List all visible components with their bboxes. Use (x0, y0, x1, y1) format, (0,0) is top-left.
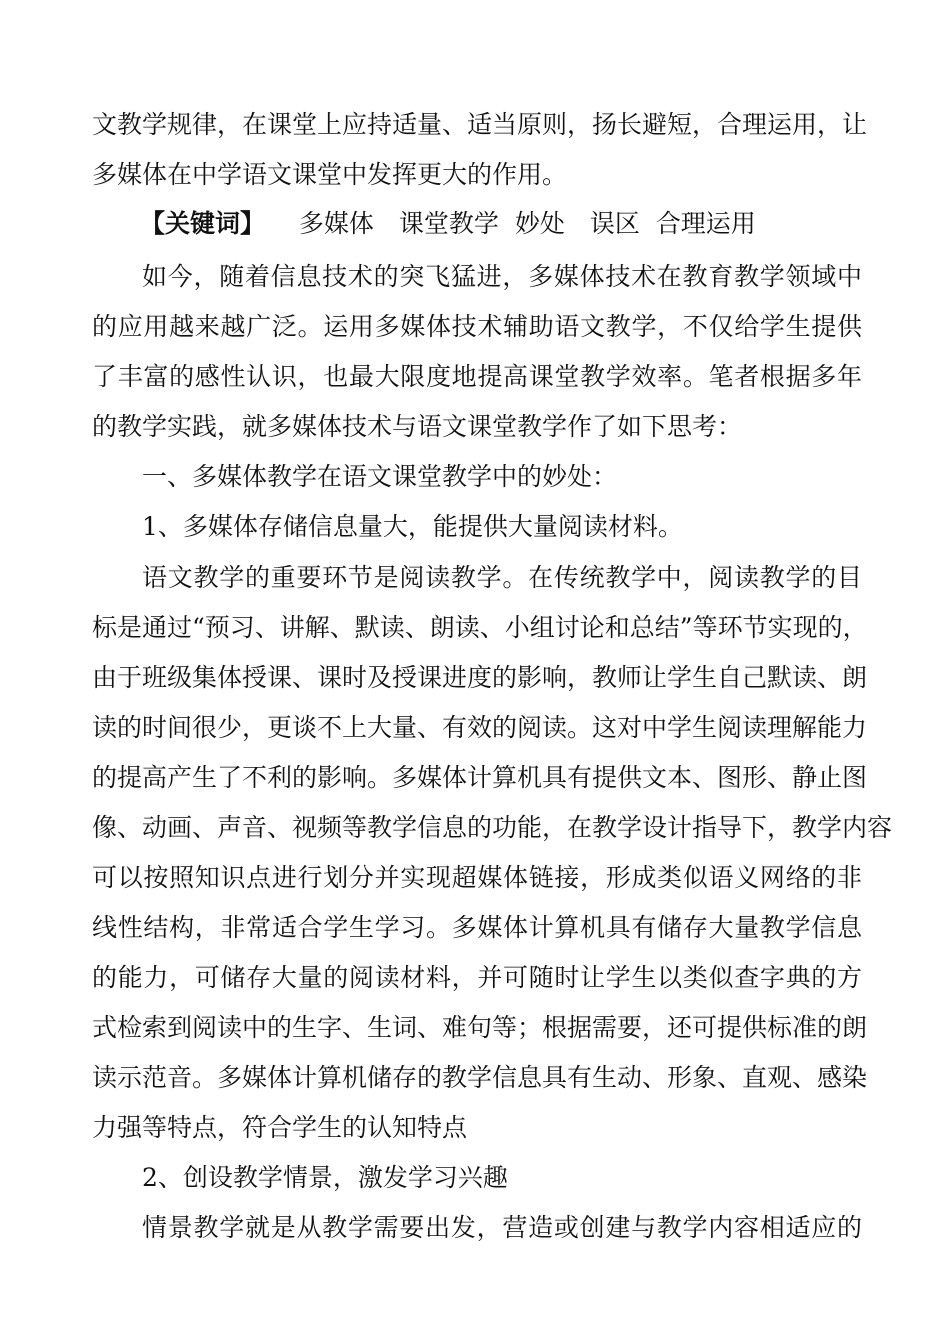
paragraph-line: 如今，随着信息技术的突飞猛进，多媒体技术在教育教学领域中 (142, 262, 862, 291)
paragraph-line: 情景教学就是从教学需要出发，营造或创建与教学内容相适应的 (142, 1213, 862, 1242)
keywords-label: 【关键词】 (140, 209, 266, 238)
paragraph-line: 标是通过“预习、讲解、默读、朗读、小组讨论和总结”等环节实现的， (92, 613, 868, 642)
paragraph-line: 读示范音。多媒体计算机储存的教学信息具有生动、形象、直观、感染 (92, 1063, 868, 1092)
paragraph-line: 语文教学的重要环节是阅读教学。在传统教学中，阅读教学的目 (142, 563, 862, 592)
keywords-terms: 多媒体 课堂教学 妙处 误区 合理运用 (298, 209, 756, 238)
paragraph-line: 线性结构，非常适合学生学习。多媒体计算机具有储存大量教学信息 (92, 913, 862, 942)
keywords-line (140, 207, 820, 241)
paragraph-line: 文教学规律，在课堂上应持适量、适当原则，扬长避短，合理运用，让 (92, 110, 868, 139)
subsection-heading: 1、多媒体存储信息量大，能提供大量阅读材料。 (142, 512, 683, 541)
paragraph-line: 由于班级集体授课、课时及授课进度的影响，教师让学生自己默读、朗 (92, 663, 868, 692)
paragraph-line: 的能力，可储存大量的阅读材料，并可随时让学生以类似查字典的方 (92, 963, 862, 992)
paragraph-line: 多媒体在中学语文课堂中发挥更大的作用。 (92, 160, 568, 189)
paragraph-line: 了丰富的感性认识，也最大限度地提高课堂教学效率。笔者根据多年 (92, 362, 862, 391)
subsection-heading: 2、创设教学情景，激发学习兴趣 (142, 1163, 508, 1192)
paragraph-line: 可以按照知识点进行划分并实现超媒体链接，形成类似语义网络的非 (92, 863, 862, 892)
paragraph-line: 的教学实践，就多媒体技术与语文课堂教学作了如下思考： (92, 412, 743, 441)
paragraph-line: 式检索到阅读中的生字、生词、难句等；根据需要，还可提供标准的朗 (92, 1013, 868, 1042)
paragraph-line: 力强等特点，符合学生的认知特点 (92, 1113, 468, 1142)
section-heading: 一、多媒体教学在语文课堂教学中的妙处： (142, 462, 618, 491)
paragraph-line: 的提高产生了不利的影响。多媒体计算机具有提供文本、图形、静止图 (92, 763, 868, 792)
paragraph-line: 读的时间很少，更谈不上大量、有效的阅读。这对中学生阅读理解能力 (92, 713, 868, 742)
paragraph-line: 像、动画、声音、视频等教学信息的功能，在教学设计指导下，教学内容 (92, 813, 893, 842)
paragraph-line: 的应用越来越广泛。运用多媒体技术辅助语文教学，不仅给学生提供 (92, 312, 862, 341)
